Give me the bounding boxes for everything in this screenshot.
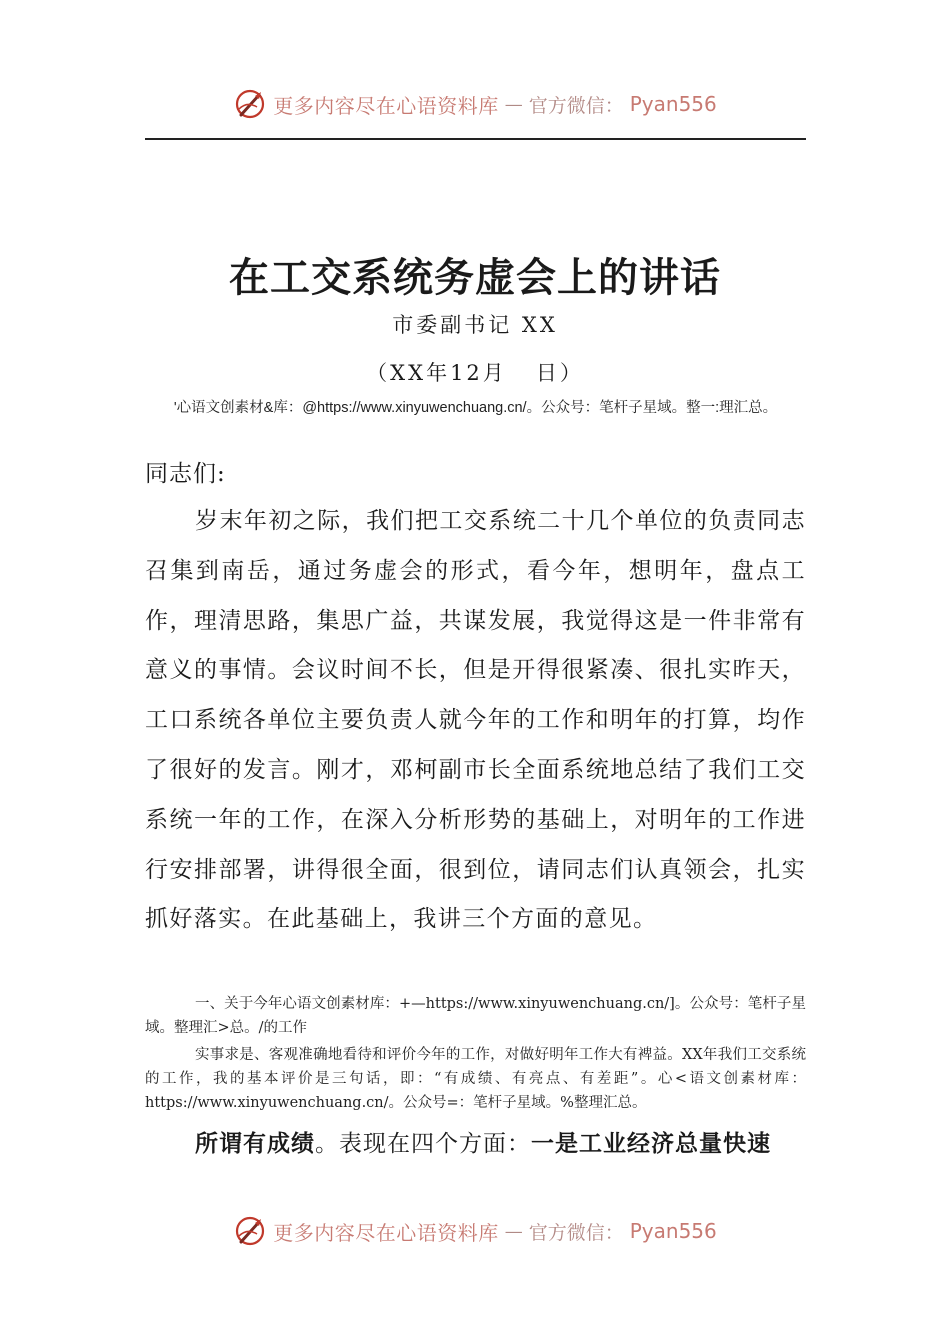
header-watermark-banner bbox=[0, 84, 950, 124]
banner-wechat-id: Pyan556 bbox=[629, 92, 717, 116]
document-date: （XX年12月 日） bbox=[366, 361, 584, 385]
body-paragraph-1: 岁末年初之际，我们把工交系统二十几个单位的负责同志召集到南岳，通过务虚会的形式，看今年，想明年，盘点工作，理清思路，集思广益，共谋发展，我觉得这是一件非常有意义的事情。会议时间不长，但是开得很紧凑、很扎实昨天，工口系统各单位主要负责人就今年的工作和明年的打算，均作了很好的发言。刚才，邓柯副市长全面系统地总结了我们工交系统一年的工作，在深入分析形势的基础上，对明年的工作进行安排部署，讲得很全面，很到位，请同志们认真领会，扎实抓好落实。在此基础上，我讲三个方面的意见。 bbox=[145, 508, 806, 933]
body-paragraph-2: 实事求是、客观准确地看待和评价今年的工作，对做好明年工作大有裨益。XX年我们工交系统的工作，我的基本评价是三句话，即：“有成绩、有亮点、有差距”。心<语文创素材库：https://www.xinyuwenchuang.cn/。公众号=：笔杆子星域。%整理汇总。 bbox=[145, 1047, 806, 1111]
document-title: 在工交系统务虚会上的讲话 bbox=[229, 254, 721, 301]
banner-wechat-id: Pyan556 bbox=[629, 1219, 717, 1243]
pen-logo-icon bbox=[233, 1214, 267, 1248]
subheading-text: 。表现在四个方面： bbox=[315, 1131, 531, 1157]
document-author: 市委副书记 XX bbox=[392, 313, 558, 337]
footer-watermark-banner bbox=[0, 1211, 950, 1251]
header-divider bbox=[145, 138, 806, 140]
watermark-note: '心语文创素材&库：@https://www.xinyuwenchuang.cn/。公众号：笔杆子星域。整一:理汇总。 bbox=[173, 400, 778, 416]
subheading-line bbox=[145, 1124, 806, 1164]
subheading-bold-2: 一是工业经济总量快速 bbox=[531, 1130, 771, 1157]
banner-wechat-label: 官方微信： bbox=[528, 94, 624, 117]
banner-separator: — bbox=[504, 1220, 523, 1242]
pen-logo-icon bbox=[233, 87, 267, 121]
banner-wechat-label: 官方微信： bbox=[528, 1221, 624, 1244]
banner-text: 更多内容尽在心语资料库 bbox=[273, 1220, 499, 1245]
greeting: 同志们: bbox=[145, 461, 226, 487]
banner-text: 更多内容尽在心语资料库 bbox=[273, 93, 499, 118]
subheading-bold-1: 所谓有成绩 bbox=[195, 1130, 315, 1157]
banner-separator: — bbox=[504, 93, 523, 115]
section-heading-1: 一、关于今年心语文创素材库：+—https://www.xinyuwenchuang.cn/]。公众号：笔杆子星域。整理汇>总。/的工作 bbox=[145, 996, 806, 1036]
